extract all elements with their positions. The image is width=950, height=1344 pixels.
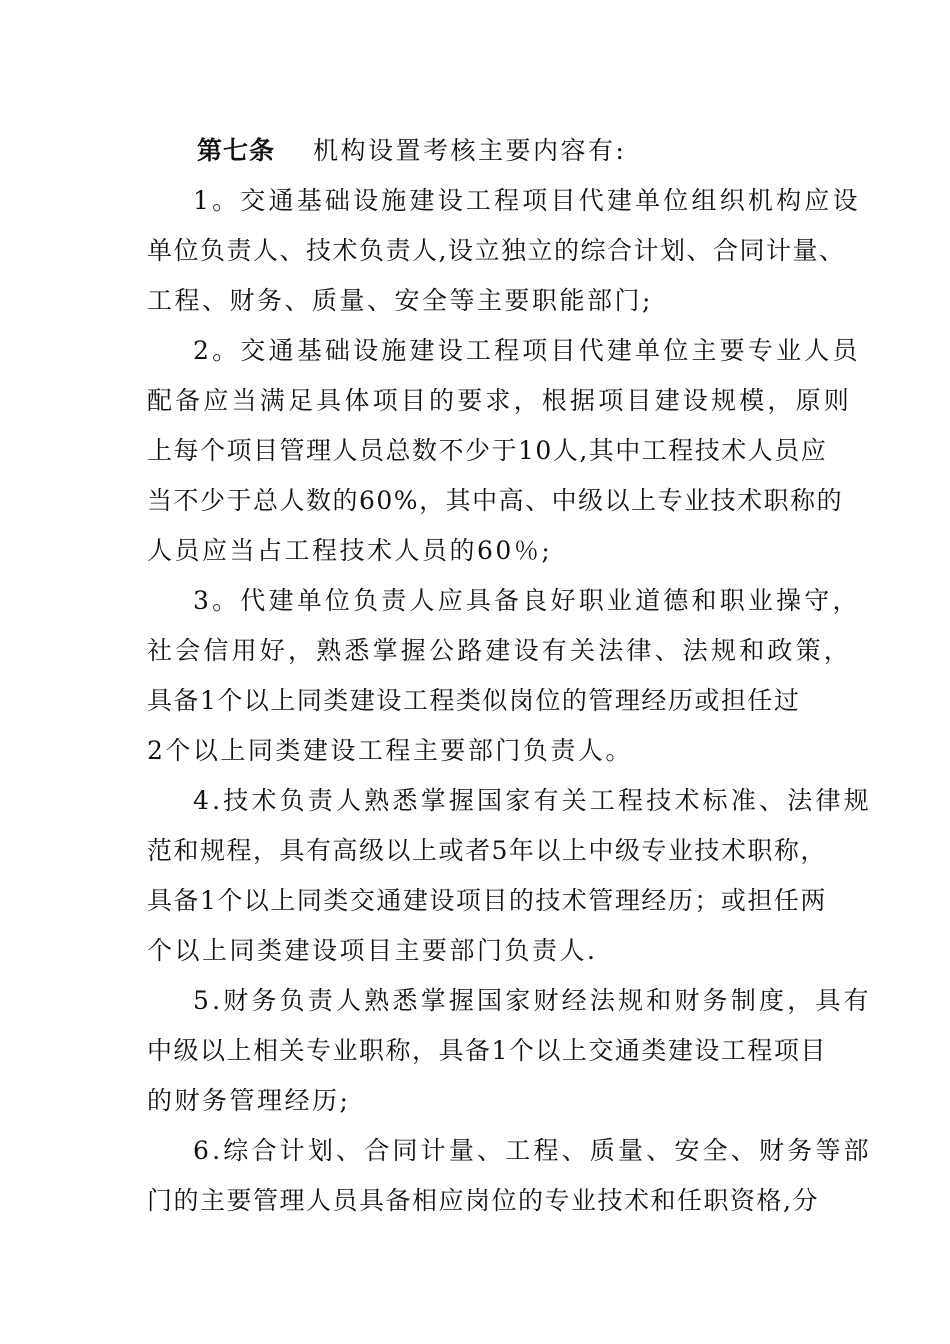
paragraph-3-line-4: 2个以上同类建设工程主要部门负责人。	[147, 736, 633, 765]
paragraph-4-line-2: 范和规程，具有高级以上或者5年以上中级专业技术职称，	[147, 836, 827, 865]
article-title: 机构设置考核主要内容有:	[313, 136, 627, 165]
paragraph-5-line-1: 5.财务负责人熟悉掌握国家财经法规和财务制度，具有	[193, 986, 872, 1015]
paragraph-1-line-3: 工程、财务、质量、安全等主要职能部门;	[147, 286, 653, 315]
paragraph-2-line-2: 配备应当满足具体项目的要求，根据项目建设规模，原则	[147, 386, 853, 415]
paragraph-4-line-1: 4.技术负责人熟悉掌握国家有关工程技术标准、法律规	[193, 786, 872, 815]
article-heading-line	[147, 126, 837, 176]
document-body	[147, 126, 872, 1226]
paragraph-1-line-2: 单位负责人、技术负责人,设立独立的综合计划、合同计量、	[147, 236, 846, 265]
paragraph-5-line-3: 的财务管理经历;	[147, 1086, 351, 1115]
paragraph-3-line-3: 具备1个以上同类建设工程类似岗位的管理经历或担任过	[147, 686, 801, 715]
paragraph-2-line-1: 2。交通基础设施建设工程项目代建单位主要专业人员	[193, 336, 861, 365]
paragraph-2-line-5: 人员应当占工程技术人员的60％;	[147, 536, 553, 565]
paragraph-6-line-1: 6.综合计划、合同计量、工程、质量、安全、财务等部	[193, 1136, 872, 1165]
paragraph-6-line-2: 门的主要管理人员具备相应岗位的专业技术和任职资格,分	[147, 1186, 819, 1215]
paragraph-4-line-3: 具备1个以上同类交通建设项目的技术管理经历；或担任两	[147, 886, 827, 915]
paragraph-3-line-2: 社会信用好，熟悉掌握公路建设有关法律、法规和政策，	[147, 636, 853, 665]
paragraph-4-line-4: 个以上同类建设项目主要部门负责人.	[147, 936, 598, 965]
paragraph-3-line-1: 3。代建单位负责人应具备良好职业道德和职业操守，	[193, 586, 861, 615]
paragraph-5-line-2: 中级以上相关专业职称，具备1个以上交通类建设工程项目	[147, 1036, 827, 1065]
paragraph-1-line-1: 1。交通基础设施建设工程项目代建单位组织机构应设	[193, 186, 861, 215]
paragraph-2-line-4: 当不少于总人数的60%，其中高、中级以上专业技术职称的	[147, 486, 844, 515]
article-number: 第七条	[197, 136, 276, 165]
paragraph-2-line-3: 上每个项目管理人员总数不少于10人,其中工程技术人员应	[147, 436, 828, 465]
